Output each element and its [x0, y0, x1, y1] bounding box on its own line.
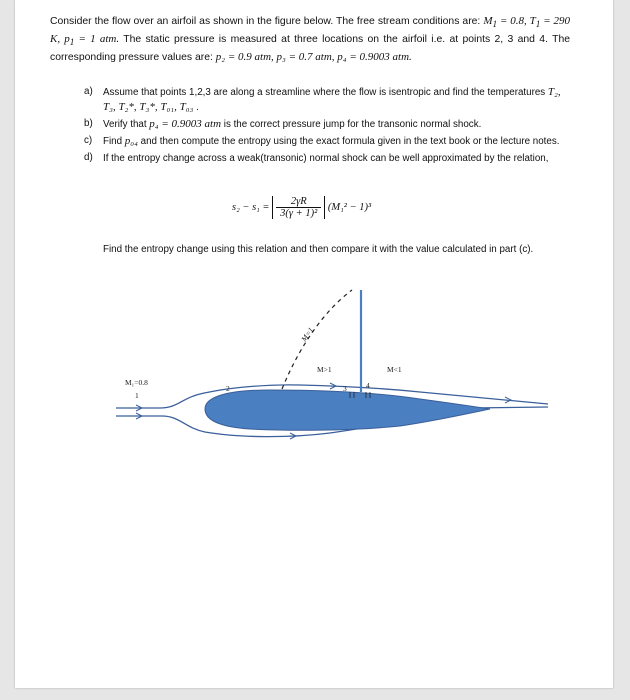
part-text: Find — [103, 136, 125, 147]
part-text: Assume that points 1,2,3 are along a streamline where the flow is isentropic and find the temperatures — [103, 87, 548, 98]
part-tail: is the correct pressure jump for the transonic normal shock. — [221, 119, 482, 130]
formula-denominator: 3(γ + 1)² — [280, 208, 318, 219]
part-tail: . — [193, 102, 199, 113]
part-math: p₀₄ — [124, 135, 138, 147]
airfoil — [205, 390, 490, 430]
formula-tail: (M₁² − 1)³ — [327, 202, 372, 213]
intro-text-2: The static pressure is measured at three locations on the airfoil i.e. at points 2, 3 and 4. The corresponding pressure values are: — [50, 34, 570, 64]
point-4-label: 4 — [366, 381, 370, 390]
part-math: T₂, T₃, T₂*, T₃*, T₀₁, T₀₃ — [103, 86, 561, 113]
point-1-label: 1 — [135, 391, 139, 400]
p1-sub: 1 — [69, 37, 75, 48]
find-entropy-text: Find the entropy change using this relation and then compare it with the value calculated in part (c). — [103, 244, 534, 255]
part-label: d) — [84, 152, 93, 163]
part-label: a) — [84, 86, 93, 97]
part-text: Verify that — [103, 119, 150, 130]
sonic-line-label: M=1 — [299, 325, 316, 344]
p4-value: p₄ = 0.9003 atm. — [337, 51, 412, 64]
formula-lhs: s₂ − s₁ = — [232, 202, 270, 213]
t1-sub: 1 — [535, 19, 541, 30]
part-math: p₄ = 0.9003 atm — [149, 118, 222, 130]
intro-text-1: Consider the flow over an airfoil as shown in the figure below. The free stream conditions are: — [50, 16, 484, 27]
part-label: b) — [84, 118, 93, 129]
m1-symbol: M — [483, 15, 493, 27]
t1-value: = 290 K, p — [50, 15, 570, 46]
m1-value: = 0.8, T — [497, 15, 536, 27]
p2-value: p₂ = 0.9 atm, — [215, 51, 277, 64]
formula-numerator: 2γR — [276, 196, 321, 208]
part-text: If the entropy change across a weak(transonic) normal shock can be well approximated by the relation, — [103, 153, 549, 164]
point-3-label: 3 — [343, 384, 347, 393]
p1-value: = 1 atm. — [74, 33, 120, 46]
point-2-label: 2 — [226, 384, 230, 393]
p3-value: p₃ = 0.7 atm, — [276, 51, 338, 64]
part-tail: and then compute the entropy using the exact formula given in the text book or the lecture notes. — [137, 136, 560, 147]
part-label: c) — [84, 135, 93, 146]
freestream-mach-label: M₁=0.8 — [125, 378, 148, 387]
sonic-line — [282, 290, 352, 389]
subsonic-region-label: M<1 — [387, 365, 402, 374]
supersonic-region-label: M>1 — [317, 365, 332, 374]
m1-sub: 1 — [492, 19, 498, 30]
